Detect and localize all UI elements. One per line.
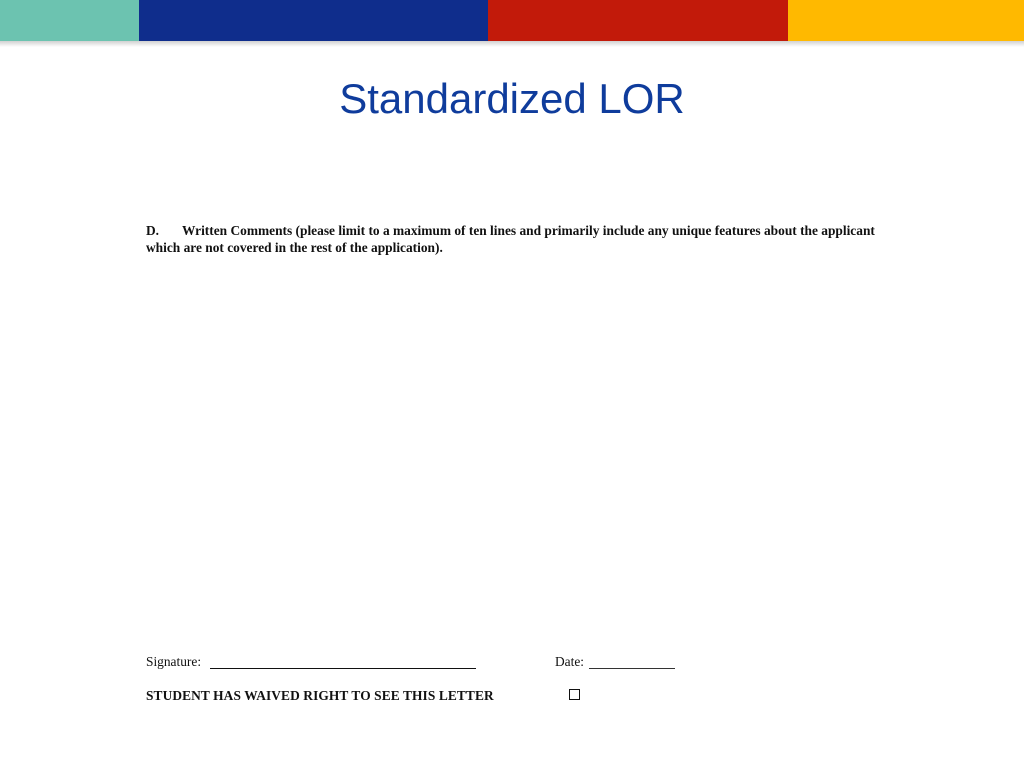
header-color-bar [0, 0, 1024, 41]
header-bar-shadow [0, 41, 1024, 47]
color-bar-teal-segment [0, 0, 139, 41]
section-letter: D. [146, 223, 160, 238]
slide-title: Standardized LOR [339, 75, 685, 122]
color-bar-blue-segment [139, 0, 488, 41]
date-line [589, 668, 675, 669]
signature-label: Signature: [146, 654, 202, 669]
section-d-heading [146, 222, 876, 256]
waiver-label: STUDENT HAS WAIVED RIGHT TO SEE THIS LETTER [146, 688, 494, 703]
signature-line [210, 668, 476, 669]
waiver-checkbox[interactable] [569, 689, 580, 700]
signature-date-row [146, 652, 706, 674]
color-bar-red-segment [488, 0, 788, 41]
color-bar-yellow-segment [788, 0, 1024, 41]
form-section-d [146, 222, 876, 256]
section-d-text: Written Comments (please limit to a maximum of ten lines and primarily include any unique features about the applicant which are not covered in the rest of the application). [146, 223, 875, 255]
waiver-row [146, 688, 606, 708]
date-label: Date: [555, 654, 584, 669]
